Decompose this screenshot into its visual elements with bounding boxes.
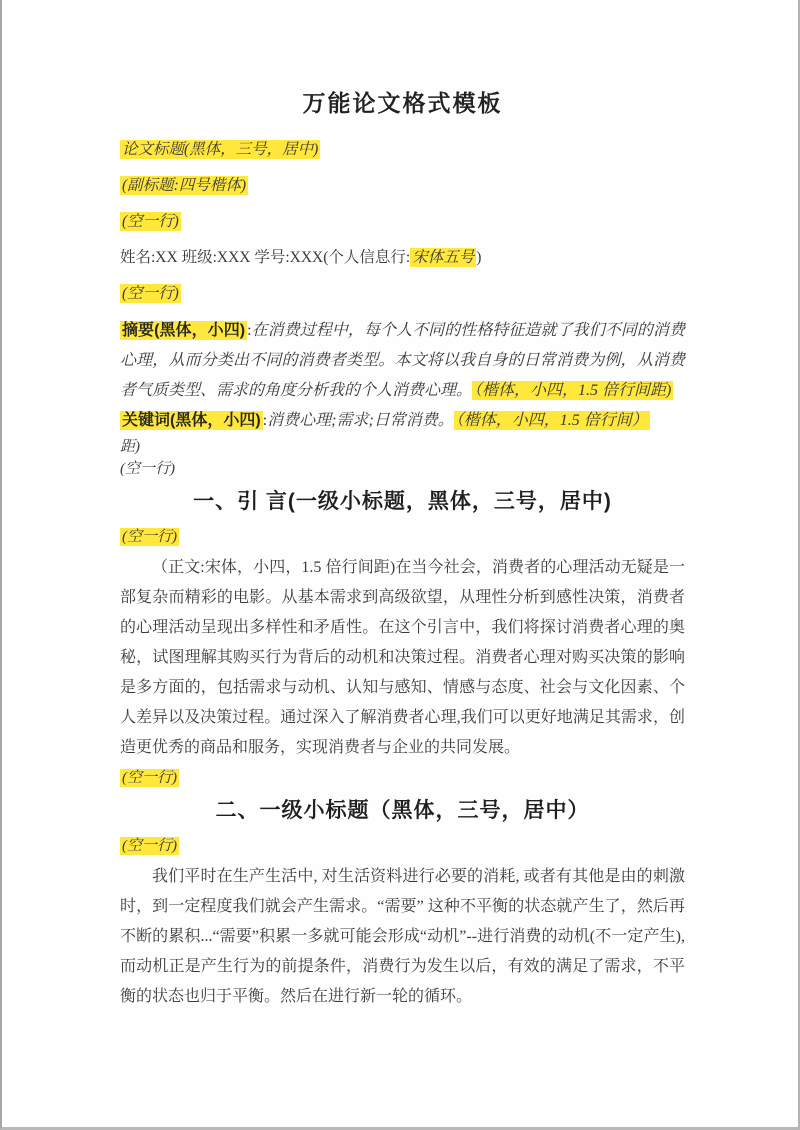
abstract-label: 摘要(黑体，小四)	[122, 322, 246, 339]
document-content	[2, 0, 798, 1127]
blank-line-marker-text: (空一行)	[122, 770, 177, 786]
abstract-format-note: （楷体，小四，1.5 倍行间距)	[474, 382, 672, 399]
keywords-format-note: （楷体，小四，1.5 倍行间）	[455, 412, 648, 429]
template-note-title: 论文标题(黑体，三号，居中)	[122, 141, 319, 158]
document-title: 万能论文格式模板	[302, 90, 503, 116]
keywords-label: 关键词(黑体，小四)	[122, 412, 261, 429]
keywords-paragraph	[120, 406, 685, 436]
keywords-body: 消费心理;需求;日常消费。	[267, 412, 454, 429]
section2-heading: 二、一级小标题（黑体，三号，居中）	[215, 799, 590, 822]
blank-line-marker-text: (空一行)	[122, 838, 177, 854]
author-info-prefix: 姓名:XX 班级:XXX 学号:XXX(个人信息行:	[120, 249, 411, 266]
blank-line-marker-4	[120, 526, 685, 548]
abstract-colon: :	[247, 322, 252, 339]
template-note-subtitle-line	[120, 175, 685, 197]
template-note-title-line	[120, 139, 685, 161]
blank-line-marker-2	[120, 283, 685, 305]
template-note-subtitle: (副标题:四号楷体)	[122, 177, 246, 194]
keywords-note-tail: 距)	[120, 439, 140, 455]
blank-line-marker-text: (空一行)	[122, 285, 179, 302]
blank-line-marker-3: (空一行)	[120, 461, 175, 477]
blank-line-marker-5	[120, 767, 685, 789]
author-info-font-note: 宋体五号	[412, 249, 475, 266]
author-info-suffix: )	[476, 249, 482, 266]
section1-heading: 一、引 言(一级小标题，黑体，三号，居中)	[193, 490, 612, 513]
body-paragraph-2: 我们平时在生产生活中, 对生活资料进行必要的消耗, 或者有其他是由的刺激时，到一定程度我们就会产生需求。“需要” 这种不平衡的状态就产生了，然后再不断的累积...“需要”积累一多就可能会形成“动机”--进行消费的动机(不一定产生),而动机正是产生行为的前提条件，消费行为发生以后，有效的满足了需求，不平衡的状态也归于平衡。然后在进行新一轮的循环。	[120, 868, 685, 1005]
abstract-paragraph	[120, 316, 685, 406]
blank-line-marker-text: (空一行)	[122, 529, 177, 545]
blank-line-marker-text: (空一行)	[122, 213, 179, 230]
body-paragraph-1: （正文:宋体，小四，1.5 倍行间距)在当今社会，消费者的心理活动无疑是一部复杂而精彩的电影。从基本需求到高级欲望，从理性分析到感性决策，消费者的心理活动呈现出多样性和矛盾性。在这个引言中，我们将探讨消费者心理的奥秘，试图理解其购买行为背后的动机和决策过程。消费者心理对购买决策的影响是多方面的，包括需求与动机、认知与感知、情感与态度、社会与文化因素、个人差异以及决策过程。通过深入了解消费者心理,我们可以更好地满足其需求，创造更优秀的商品和服务，实现消费者与企业的共同发展。	[120, 559, 685, 756]
author-info-line	[120, 247, 685, 269]
abstract-body: 在消费过程中，每个人不同的性格特征造就了我们不同的消费心理，从而分类出不同的消费者类型。本文将以我自身的日常消费为例，从消费者气质类型、需求的角度分析我的个人消费心理。	[120, 322, 685, 399]
blank-line-marker-1	[120, 211, 685, 233]
blank-line-marker-6	[120, 835, 685, 857]
keywords-colon: :	[262, 412, 268, 429]
